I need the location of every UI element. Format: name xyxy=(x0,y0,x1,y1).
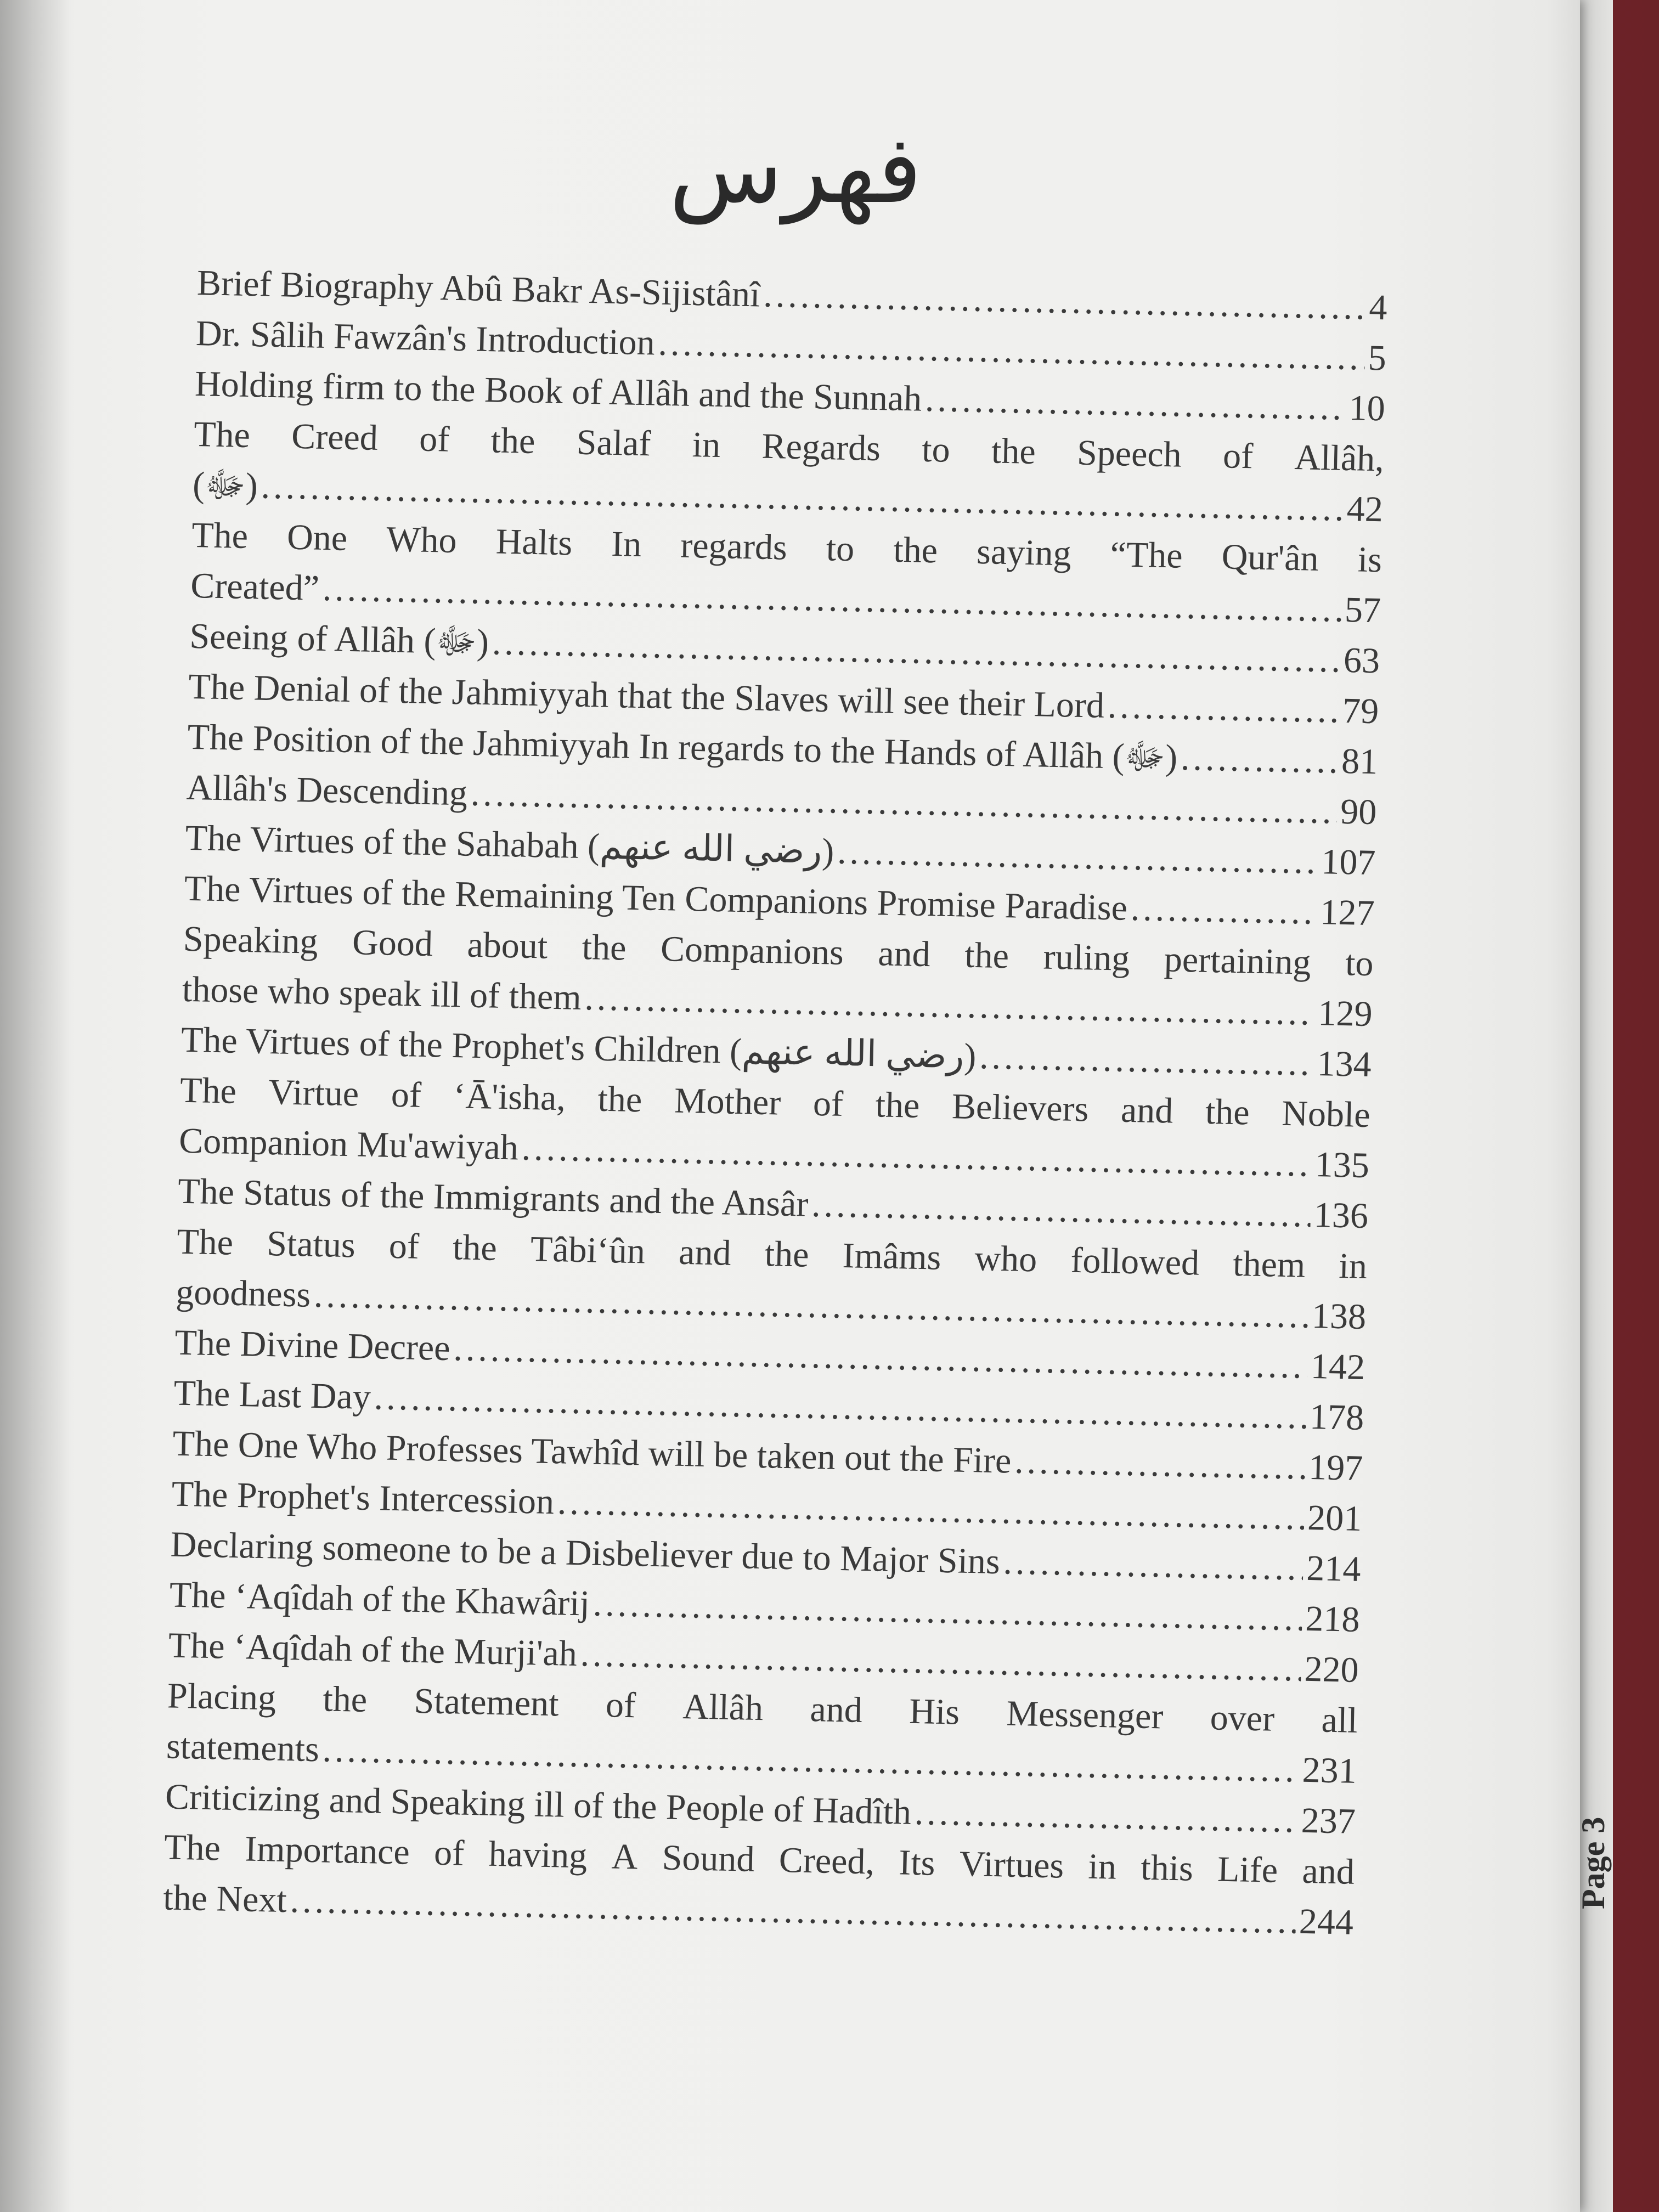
page-title: فهرس xyxy=(669,116,922,224)
toc-entry-title: The One Who Professes Tawhîd will be taken out the Fire xyxy=(172,1423,1012,1481)
toc-entry-page: 220 xyxy=(1304,1649,1359,1690)
toc-entry-page: 90 xyxy=(1340,791,1378,833)
table-of-contents xyxy=(162,258,1387,1948)
toc-entry-title: Companion Mu'awiyah xyxy=(178,1120,519,1168)
toc-entry-title-part: Speaking Good about the Companions and the ruling pertaining to xyxy=(183,918,1374,984)
toc-entry-title-part: The One Who Halts In regards to the saying “The Qur'ân is xyxy=(191,515,1383,580)
toc-entry-title: The ‘Aqîdah of the Murji'ah xyxy=(168,1625,578,1674)
toc-entry-page: 135 xyxy=(1314,1144,1370,1186)
dot-leader xyxy=(1180,733,1339,787)
dot-leader xyxy=(1107,681,1340,736)
toc-entry-page: 10 xyxy=(1348,388,1386,429)
toc-entry-page: 136 xyxy=(1313,1195,1369,1237)
toc-entry-page: 129 xyxy=(1317,993,1373,1035)
toc-entry-title: Brief Biography Abû Bakr As-Sijistânî xyxy=(196,262,761,315)
page-number: Page 3 xyxy=(1575,1816,1611,1909)
toc-entry-page: 42 xyxy=(1346,488,1384,530)
toc-entry-title: The Status of the Immigrants and the Ansâr xyxy=(177,1171,809,1224)
toc-entry-title: Holding firm to the Book of Allâh and the Sunnah xyxy=(194,363,923,419)
toc-entry-title: statements xyxy=(166,1726,320,1770)
toc-entry-page: 63 xyxy=(1343,640,1380,681)
dot-leader xyxy=(914,1787,1299,1846)
toc-entry-page: 81 xyxy=(1341,741,1378,782)
toc-entry-page: 178 xyxy=(1309,1396,1364,1438)
toc-entry-title: The Denial of the Jahmiyyah that the Slaves will see their Lord xyxy=(188,666,1105,726)
toc-entry-title: The Divine Decree xyxy=(174,1322,451,1369)
toc-entry-title-part: The Importance of having A Sound Creed, Its Virtues in this Life and xyxy=(163,1827,1355,1892)
dot-leader xyxy=(1014,1436,1306,1493)
toc-entry-page: 218 xyxy=(1305,1598,1361,1640)
toc-entry-title: goodness xyxy=(175,1272,311,1315)
toc-entry-title: Seeing of Allâh (ﷻ) xyxy=(189,616,489,663)
toc-entry-title: the Next xyxy=(162,1877,287,1921)
toc-entry-title-part: The Status of the Tâbi‘ûn and the Imâms who followed them in xyxy=(176,1221,1368,1287)
dot-leader xyxy=(1130,883,1317,938)
toc-entry-title: those who speak ill of them xyxy=(182,969,582,1018)
dot-leader xyxy=(979,1031,1314,1089)
toc-entry-title-part: Placing the Statement of Allâh and His Messenger over all xyxy=(167,1675,1358,1741)
toc-entry-title-part: The Virtue of ‘Ā'isha, the Mother of the Believers and the Noble xyxy=(179,1070,1371,1136)
toc-entry-page: 107 xyxy=(1321,842,1376,883)
toc-entry-page: 244 xyxy=(1299,1901,1354,1943)
toc-entry-page: 214 xyxy=(1306,1548,1362,1589)
toc-entry-title: The Virtues of the Remaining Ten Companions Promise Paradise xyxy=(184,868,1128,928)
toc-entry-title: Declaring someone to be a Disbeliever due to Major Sins xyxy=(170,1524,1001,1582)
toc-entry-page: 127 xyxy=(1319,892,1375,934)
toc-entry-title: The Virtues of the Sahabah (رضي الله عنهم) xyxy=(185,817,835,872)
toc-entry-title: Dr. Sâlih Fawzân's Introduction xyxy=(195,313,656,363)
toc-entry-page: 79 xyxy=(1342,690,1379,732)
toc-entry-title: The Prophet's Intercession xyxy=(171,1474,555,1522)
toc-entry-title: Criticizing and Speaking ill of the People of Hadîth xyxy=(165,1776,912,1832)
toc-entry-title: (ﷻ) xyxy=(192,464,258,506)
toc-entry-page: 237 xyxy=(1301,1800,1356,1842)
toc-entry-page: 197 xyxy=(1308,1447,1364,1488)
toc-entry-page: 142 xyxy=(1310,1346,1365,1388)
toc-entry-title: The Virtues of the Prophet's Children (رضي الله عنهم) xyxy=(180,1019,977,1077)
toc-entry-page: 231 xyxy=(1301,1750,1357,1791)
toc-entry-page: 4 xyxy=(1368,287,1388,328)
toc-entry-page: 138 xyxy=(1311,1295,1367,1338)
toc-entry-title: The Last Day xyxy=(173,1373,371,1418)
toc-entry-title-part: The Creed of the Salaf in Regards to the Speech of Allâh, xyxy=(193,414,1385,479)
toc-entry-page: 134 xyxy=(1316,1043,1372,1085)
toc-entry-title: The Position of the Jahmiyyah In regards to the Hands of Allâh (ﷻ) xyxy=(187,716,1178,778)
dot-leader xyxy=(1003,1537,1304,1593)
toc-entry-page: 201 xyxy=(1307,1497,1363,1539)
dot-leader xyxy=(924,374,1346,433)
toc-entry-title: The ‘Aqîdah of the Khawârij xyxy=(169,1575,590,1624)
toc-entry-title: Allâh's Descending xyxy=(186,767,468,814)
toc-entry-page: 57 xyxy=(1344,589,1381,631)
toc-entry-page: 5 xyxy=(1367,337,1387,379)
spine-shadow xyxy=(0,0,71,2212)
toc-entry-title: Created” xyxy=(190,565,320,608)
